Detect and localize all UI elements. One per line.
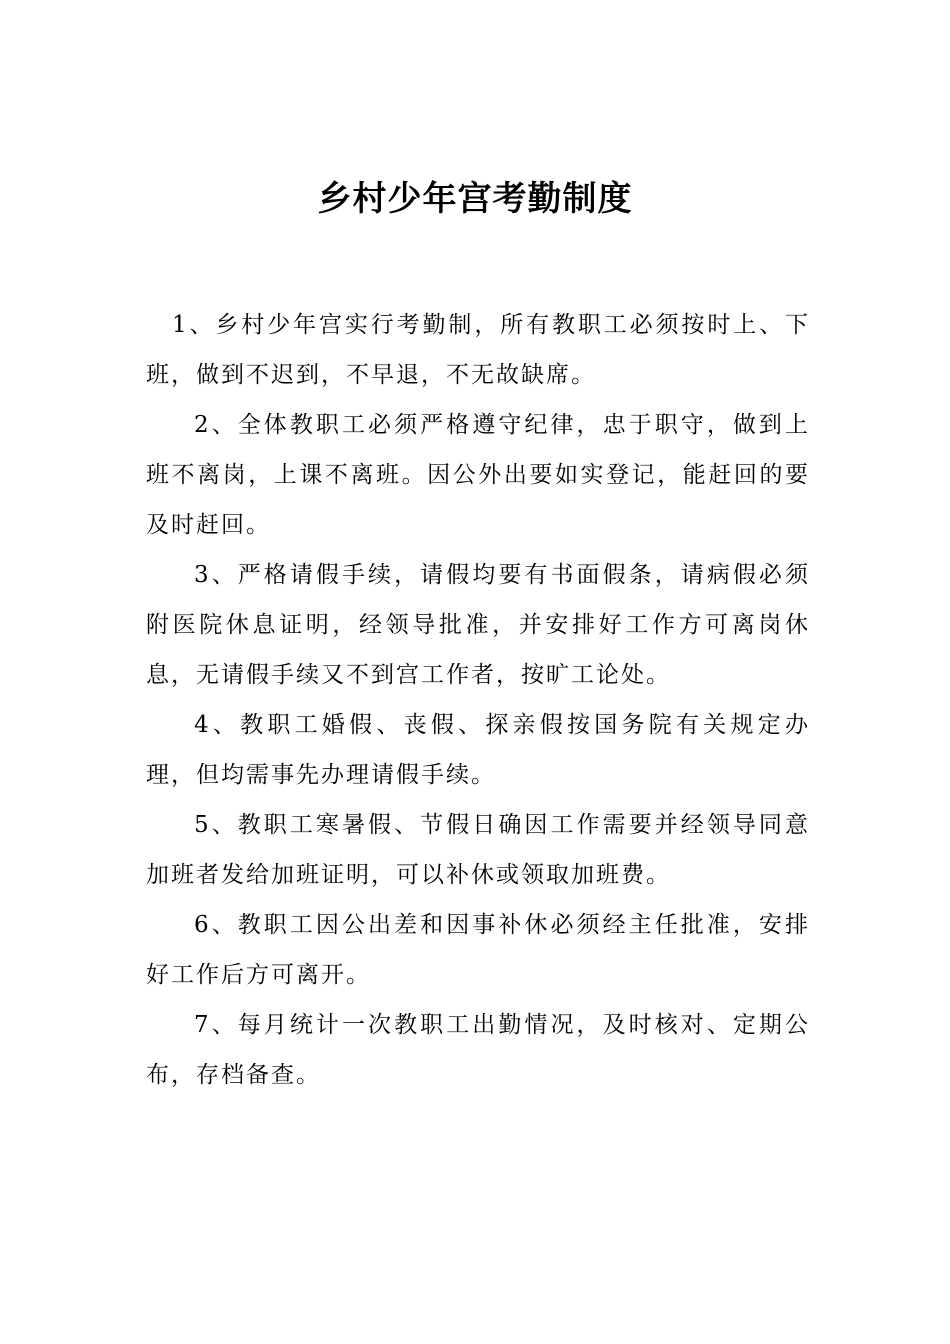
rule-item-5: 5、教职工寒暑假、节假日确因工作需要并经领导同意加班者发给加班证明，可以补休或领取加班费。 [146, 812, 810, 888]
rule-item-4: 4、教职工婚假、丧假、探亲假按国务院有关规定办理，但均需事先办理请假手续。 [146, 712, 810, 788]
document-title: 乡村少年宫考勤制度 [317, 179, 633, 219]
document-body [146, 300, 810, 1100]
rule-item-2: 2、全体教职工必须严格遵守纪律，忠于职守，做到上班不离岗，上课不离班。因公外出要如实登记，能赶回的要及时赶回。 [146, 412, 810, 538]
rule-item-1: 1、乡村少年宫实行考勤制，所有教职工必须按时上、下班，做到不迟到，不早退，不无故缺席。 [146, 312, 810, 388]
rule-item-3: 3、严格请假手续，请假均要有书面假条，请病假必须附医院休息证明，经领导批准，并安排好工作方可离岗休息，无请假手续又不到宫工作者，按旷工论处。 [146, 562, 810, 688]
rule-item-7: 7、每月统计一次教职工出勤情况，及时核对、定期公布，存档备查。 [146, 1012, 810, 1088]
rule-item-6: 6、教职工因公出差和因事补休必须经主任批准，安排好工作后方可离开。 [146, 912, 810, 988]
